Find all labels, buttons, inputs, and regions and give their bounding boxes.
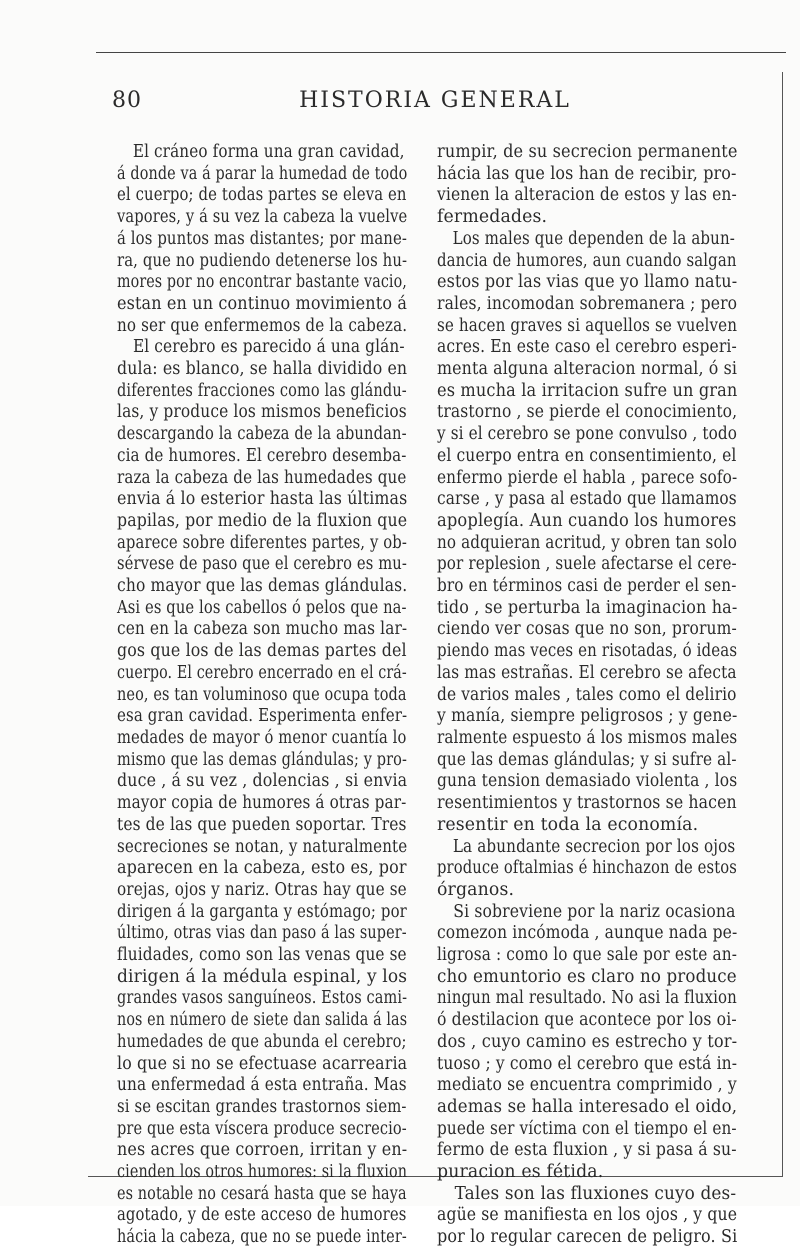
text-line: envia á lo esterior hasta las últimas — [117, 489, 408, 510]
text-line: carse , y pasa al estado que llamamos — [437, 489, 737, 510]
text-line: humedades de que abunda el cerebro; — [117, 1031, 407, 1052]
text-line: aparece sobre diferentes partes, y ob- — [117, 532, 407, 553]
text-line: puede ser víctima con el tiempo el en- — [437, 1118, 737, 1139]
text-line: ademas se halla interesado el oido, — [437, 1096, 738, 1117]
text-line: nes acres que corroen, irritan y en- — [117, 1140, 408, 1161]
text-line: lo que si no se efectuase acarrearia — [117, 1053, 408, 1074]
text-line: neo, es tan voluminoso que ocupa toda — [117, 684, 407, 705]
right-column — [437, 142, 737, 1249]
text-line: por lo regular carecen de peligro. Si — [437, 1227, 738, 1248]
text-line: hácia las que los han de recibir, pro- — [437, 163, 737, 184]
text-line: á donde va á parar la humedad de todo — [117, 163, 408, 184]
text-line: nos en número de siete dan salida á las — [117, 1010, 408, 1031]
text-line: resentimientos y trastornos se hacen — [437, 793, 737, 814]
text-line: no ser que enfermemos de la cabeza. — [117, 315, 408, 336]
text-line: rumpir, de su secrecion permanente — [437, 142, 738, 162]
text-line: fermedades. — [437, 207, 548, 228]
text-line: tuoso ; y como el cerebro que está in- — [437, 1053, 738, 1074]
text-line: secreciones se notan, y naturalmente — [117, 836, 408, 857]
text-line: orejas, ojos y nariz. Otras hay que se — [117, 879, 407, 900]
left-column — [117, 142, 407, 1249]
text-line: dancia de humores, aun cuando salgan — [437, 250, 737, 271]
text-line: órganos. — [437, 879, 515, 900]
text-columns — [117, 142, 777, 1248]
text-line: bro en términos casi de perder el sen- — [437, 576, 737, 597]
text-line: tes de las que pueden soportar. Tres — [117, 814, 407, 835]
text-line: menta alguna alteracion normal, ó si — [437, 359, 738, 380]
text-line: último, otras vias dan paso á las super- — [117, 923, 407, 944]
text-line: tido , se perturba la imaginacion ha- — [437, 597, 738, 618]
text-line: si se escitan grandes trastornos siem- — [117, 1096, 407, 1117]
text-line: se hacen graves si aquellos se vuelven — [437, 315, 738, 336]
text-line: Los males que dependen de la abun- — [452, 228, 735, 249]
text-line: las, y produce los mismos beneficios — [117, 402, 407, 423]
running-head: HISTORIA GENERAL — [299, 88, 571, 113]
text-line: duce , á su vez , dolencias , si envia — [117, 771, 408, 792]
text-line: trastorno , se pierde el conocimiento, — [437, 402, 738, 423]
text-line: no adquieran acritud, y obren tan solo — [437, 532, 737, 553]
text-line: grandes vasos sanguíneos. Estos cami- — [117, 988, 408, 1009]
text-line: mismo que las demas glándulas; y pro- — [117, 749, 408, 770]
text-line: cia de humores. El cerebro desemba- — [117, 445, 407, 466]
text-line: y si el cerebro se pone convulso , todo — [437, 424, 738, 445]
page-number: 80 — [112, 88, 142, 113]
text-line: medades de mayor ó menor cuantía lo — [117, 727, 407, 748]
text-line: cuerpo. El cerebro encerrado en el crá- — [117, 662, 407, 683]
text-line: es notable no cesará hasta que se haya — [117, 1183, 407, 1204]
text-line: Tales son las fluxiones cuyo des- — [454, 1183, 737, 1204]
text-line: que las demas glándulas; y si sufre al- — [437, 749, 737, 770]
text-line: dirigen á la médula espinal, y los — [117, 966, 408, 987]
text-line: diferentes fracciones como las glándu- — [117, 380, 407, 401]
text-line: puracion es fétida. — [437, 1162, 604, 1183]
text-line: dula: es blanco, se halla dividido en — [117, 359, 408, 380]
text-line: una enfermedad á esta entraña. Mas — [117, 1075, 407, 1096]
text-line: Si sobreviene por la nariz ocasiona — [453, 901, 736, 922]
text-line: acres. En este caso el cerebro esperi- — [437, 337, 737, 358]
text-line: estan en un continuo movimiento á — [117, 293, 408, 314]
text-line: las mas estrañas. El cerebro se afecta — [437, 662, 737, 683]
text-line: comezon incómoda , aunque nada pe- — [437, 923, 738, 944]
text-line: ralmente espuesto á los mismos males — [437, 727, 738, 748]
text-line: agotado, y de este acceso de humores — [117, 1205, 407, 1226]
text-line: cienden los otros humores: si la fluxion — [117, 1162, 408, 1183]
text-line: El cráneo forma una gran cavidad, — [132, 142, 405, 162]
text-line: descargando la cabeza de la abundan- — [117, 424, 407, 445]
text-line: ligrosa : como lo que sale por este an- — [437, 945, 738, 966]
text-line: cho emuntorio es claro no produce — [437, 966, 737, 987]
text-line: gos que los de las demas partes del — [117, 641, 407, 662]
page-header — [100, 88, 770, 128]
text-line: de varios males , tales como el delirio — [437, 684, 737, 705]
text-line: La abundante secrecion por los ojos — [452, 836, 736, 857]
top-rule — [96, 52, 786, 53]
text-line: mores por no encontrar bastante vacio, — [117, 272, 407, 293]
text-line: fluidades, como son las venas que se — [117, 945, 407, 966]
text-line: ciendo ver cosas que no son, prorum- — [437, 619, 737, 640]
text-line: mediato se encuentra comprimido , y — [437, 1075, 737, 1096]
text-line: hácia la cabeza, que no se puede inter- — [117, 1227, 407, 1248]
text-line: por replesion , suele afectarse el cere- — [437, 554, 737, 575]
text-line: enfermo pierde el habla , parece sofo- — [437, 467, 738, 488]
text-line: papilas, por medio de la fluxion que — [117, 510, 408, 531]
text-line: guna tension demasiado violenta , los — [437, 771, 738, 792]
text-line: el cuerpo; de todas partes se eleva en — [117, 185, 407, 206]
text-line: produce oftalmias é hinchazon de estos — [437, 858, 737, 879]
text-line: á los puntos mas distantes; por mane- — [117, 228, 408, 249]
text-line: agüe se manifiesta en los ojos , y que — [437, 1205, 738, 1226]
text-line: dirigen á la garganta y estómago; por — [117, 901, 407, 922]
text-line: resentir en toda la economía. — [437, 814, 699, 835]
text-line: es mucha la irritacion sufre un gran — [437, 380, 738, 401]
text-line: piendo mas veces en risotadas, ó ideas — [437, 641, 738, 662]
text-line: ó destilacion que acontece por los oi- — [437, 1010, 737, 1031]
text-line: vapores, y á su vez la cabeza la vuelve — [117, 207, 408, 228]
text-line: sérvese de paso que el cerebro es mu- — [117, 554, 407, 575]
text-line: el cuerpo entra en consentimiento, el — [437, 445, 737, 466]
text-line: mayor copia de humores á otras par- — [117, 793, 407, 814]
text-line: El cerebro es parecido á una glán- — [132, 337, 405, 358]
text-line: esa gran cavidad. Esperimenta enfer- — [117, 706, 408, 727]
text-line: ningun mal resultado. No asi la fluxion — [437, 988, 737, 1009]
text-line: dos , cuyo camino es estrecho y tor- — [437, 1031, 738, 1052]
text-line: raza la cabeza de las humedades que — [117, 467, 407, 488]
text-line: y manía, siempre peligrosos ; y gene- — [437, 706, 738, 727]
text-line: estos por las vias que yo llamo natu- — [437, 272, 738, 293]
text-line: pre que esta víscera produce secrecio- — [117, 1118, 407, 1139]
text-line: ra, que no pudiendo detenerse los hu- — [117, 250, 408, 271]
text-line: vienen la alteracion de estos y las en- — [437, 185, 737, 206]
text-line: Asi es que los cabellos ó pelos que na- — [117, 597, 407, 618]
text-line: apoplegía. Aun cuando los humores — [437, 510, 737, 531]
text-line: cen en la cabeza son mucho mas lar- — [117, 619, 408, 640]
text-line: fermo de esta fluxion , y si pasa á su- — [437, 1140, 737, 1161]
text-line: rales, incomodan sobremanera ; pero — [437, 293, 738, 314]
text-line: aparecen en la cabeza, esto es, por — [117, 858, 407, 879]
text-line: cho mayor que las demas glándulas. — [117, 576, 408, 597]
